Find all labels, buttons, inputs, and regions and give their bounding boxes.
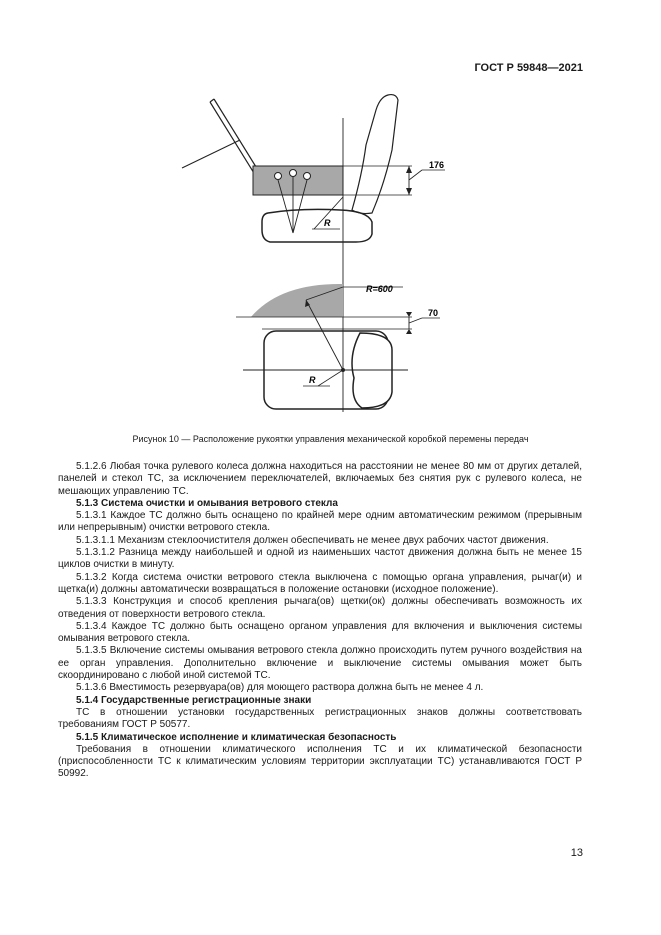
paragraph: 5.1.3.4 Каждое ТС должно быть оснащено органом управления для включения и выключения системы омывания ветрового стекла. xyxy=(58,620,582,645)
label-r600: R=600 xyxy=(366,284,393,294)
body-text xyxy=(58,461,582,781)
paragraph: 5.1.3.6 Вместимость резервуара(ов) для моющего раствора должна быть не менее 4 л. xyxy=(76,682,484,694)
paragraph: 5.1.3.2 Когда система очистки ветрового стекла выключена с помощью органа управления, рычаг(и) и щетка(и) должны автоматически возвращаться в положение остановки (исходное положение). xyxy=(58,571,582,595)
page-number: 13 xyxy=(570,847,583,859)
standard-header: ГОСТ Р 59848—2021 xyxy=(474,62,583,74)
paragraph: 5.1.2.6 Любая точка рулевого колеса должна находиться на расстоянии не менее 80 мм от других деталей, панелей и стекол ТС, за исключением переключателей, включаемых без снятия рук с рулевого колеса, не мешающих управлению ТС. xyxy=(58,461,582,497)
lever-zone xyxy=(253,166,343,195)
seat-back-lower xyxy=(352,333,392,408)
arc-zone-r600 xyxy=(251,284,343,317)
section-heading: 5.1.4 Государственные регистрационные знаки xyxy=(76,694,312,706)
label-r-top: R xyxy=(324,218,331,228)
paragraph: 5.1.3.1.2 Разница между наибольшей и одной из наименьших частот движения должна быть не менее 15 циклов очистки в минуту. xyxy=(58,547,582,571)
section-heading: 5.1.3 Система очистки и омывания ветрового стекла xyxy=(76,497,338,509)
paragraph: ТС в отношении установки государственных регистрационных знаков должны соответствовать требованиям ГОСТ Р 50577. xyxy=(58,706,582,731)
dimension-176 xyxy=(406,166,445,195)
paragraph: 5.1.3.5 Включение системы омывания ветрового стекла должно происходить путем ручного воздействия на ее орган управления. Дополнительно включение и выключение системы омывания может быть скоординировано с любой иной системой ТС. xyxy=(58,645,582,682)
section-heading: 5.1.5 Климатическое исполнение и климатическая безопасность xyxy=(76,731,397,743)
gear-lever-figure xyxy=(0,0,661,430)
paragraph: 5.1.3.1 Каждое ТС должно быть оснащено по крайней мере одним автоматическим режимом (прерывным или непрерывным) очистки ветрового стекла. xyxy=(58,510,582,534)
figure-caption: Рисунок 10 — Расположение рукоятки управления механической коробкой перемены передач xyxy=(132,434,529,444)
label-176: 176 xyxy=(429,160,445,170)
label-r-bottom: R xyxy=(309,375,316,385)
paragraph: Требования в отношении климатического исполнения ТС и их климатической безопасности (приспособленности ТС к климатическим условиям территории эксплуатации ТС) устанавливаются ГОСТ Р 50992. xyxy=(58,743,582,780)
seat-back xyxy=(352,95,398,214)
steering-column xyxy=(182,99,261,178)
paragraph: 5.1.3.3 Конструкция и способ крепления рычага(ов) щетки(ок) должны обеспечивать возможность их отведения от поверхности ветрового стекла. xyxy=(58,596,582,620)
label-70: 70 xyxy=(428,308,439,318)
paragraph: 5.1.3.1.1 Механизм стеклоочистителя должен обеспечивать не менее двух рабочих частот движения. xyxy=(76,534,549,546)
